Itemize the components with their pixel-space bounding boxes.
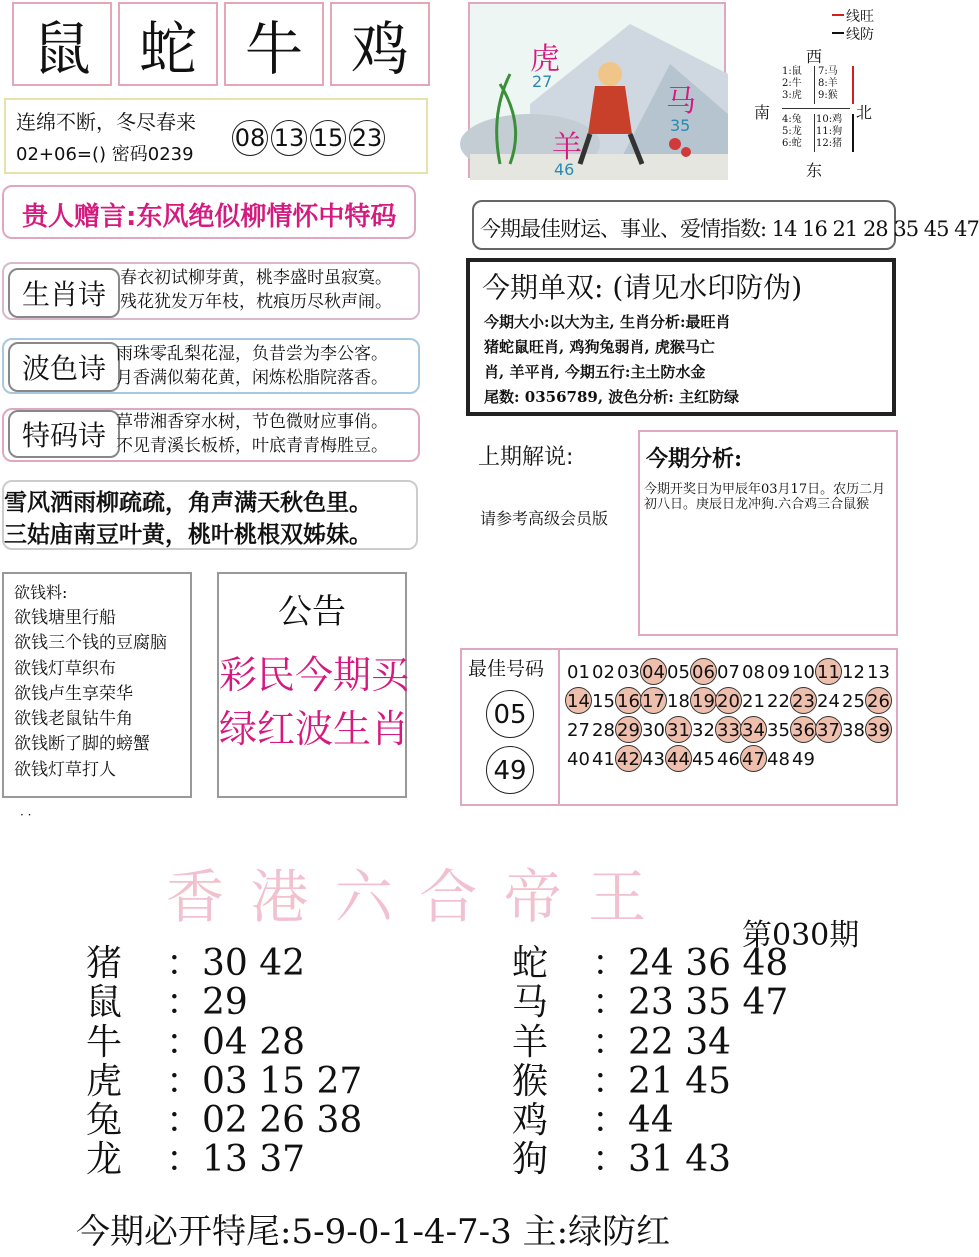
zodiac-row: 猴 ：21 45 [512, 1060, 732, 1102]
number-highlighted: 33 [715, 716, 742, 743]
zodiac-row: 狗 ：31 43 [512, 1139, 732, 1181]
big-poem-box [2, 480, 418, 550]
single-double-body [484, 310, 739, 410]
gift-banner-text: 贵人赠言:东风绝似柳情怀中特码 [22, 202, 397, 232]
analysis-title: 今期分析: [646, 446, 743, 472]
zodiac-row: 猪 ：30 42 [86, 943, 306, 984]
number: 10 [792, 662, 815, 683]
number-highlighted: 34 [740, 716, 767, 743]
poem-label-color: 波色诗 [8, 342, 120, 392]
number-highlighted: 36 [790, 716, 817, 743]
number-highlighted: 20 [715, 687, 742, 714]
number-grid [566, 658, 896, 774]
goat-label: 羊 [552, 130, 582, 165]
grid-divider [852, 114, 854, 152]
number-highlighted: 42 [615, 745, 642, 772]
poem-label-special: 特码诗 [8, 410, 120, 458]
zodiac-numbers: 44 [628, 1100, 674, 1142]
zodiac-numbers: 22 34 [628, 1021, 732, 1063]
money-item: 欲钱三个钱的豆腐脑 [14, 633, 167, 654]
money-item: 欲钱灯草织布 [14, 658, 116, 679]
number: 27 [567, 720, 590, 741]
grid-cell: 10:鸡 [816, 114, 843, 125]
zodiac-row: 龙 ：13 37 [86, 1139, 306, 1181]
number: 30 [642, 720, 665, 741]
illustration [468, 2, 726, 178]
compass [750, 2, 898, 180]
single-double-line: 尾数: 0356789, 波色分析: 主红防绿 [484, 388, 740, 406]
grid-cell: 4:兔 [782, 114, 802, 125]
riddle-ball: 23 [349, 120, 385, 156]
notice-line-1: 彩民今期买 [219, 653, 410, 697]
grid-cell: 3:虎 [782, 90, 802, 101]
money-item: 欲钱灯草打人 [14, 759, 116, 780]
riddle-ball: 13 [271, 120, 307, 156]
number: 02 [592, 662, 615, 683]
number-highlighted: 11 [815, 658, 842, 685]
zodiac-numbers: 24 36 48 [628, 943, 789, 984]
poem-label-zodiac: 生肖诗 [8, 268, 120, 318]
compass-grid [782, 66, 850, 156]
zodiac-name: 马 [512, 982, 549, 1024]
zodiac-row: 马 ：23 35 47 [512, 982, 789, 1024]
issue-number: 第030期 [742, 918, 860, 953]
number: 28 [592, 720, 615, 741]
single-double-box [466, 258, 896, 416]
zodiac-numbers: 02 26 38 [202, 1100, 363, 1142]
grid-cell: 6:蛇 [782, 138, 802, 149]
number-highlighted: 23 [790, 687, 817, 714]
notice-box [217, 572, 410, 798]
number-highlighted: 37 [815, 716, 842, 743]
zodiac-numbers: 23 35 47 [628, 982, 789, 1024]
best-label: 最佳号码 [468, 658, 545, 680]
goat-number: 46 [554, 160, 575, 179]
compass-north: 北 [856, 103, 873, 122]
number-highlighted: 16 [615, 687, 642, 714]
number: 18 [667, 691, 690, 712]
money-list [14, 606, 167, 783]
zodiac-row: 蛇 ：24 36 48 [512, 943, 789, 984]
last-issue-label: 上期解说: [478, 445, 574, 470]
grid-cell: 5:龙 [782, 126, 802, 137]
number-highlighted: 44 [665, 745, 692, 772]
compass-south: 南 [754, 103, 771, 122]
grid-divider [814, 114, 815, 152]
zodiac-name: 鼠 [86, 982, 123, 1024]
grid-cell: 9:猴 [818, 90, 838, 101]
poem-line: 残花犹发万年枝，枕痕历尽秋声闹。 [120, 292, 392, 312]
money-box [2, 572, 192, 798]
best-pick-2: 49 [486, 746, 534, 794]
zodiac-row: 羊 ：22 34 [512, 1021, 732, 1063]
number: 45 [692, 749, 715, 770]
zodiac-row: 鸡 ：44 [512, 1100, 674, 1142]
analysis-text: 今期开奖日为甲辰年03月17日。农历二月初八日。庚辰日龙冲狗.六合鸡三合鼠猴 [644, 482, 886, 512]
notice-line-2: 绿红波生肖 [219, 707, 410, 751]
zodiac-numbers: 04 28 [202, 1021, 306, 1063]
money-item: 欲钱老鼠钻牛角 [14, 709, 133, 730]
number-highlighted: 26 [865, 687, 892, 714]
best-numbers-box [460, 648, 898, 806]
tiger-label: 虎 [530, 42, 560, 77]
number: 07 [717, 662, 740, 683]
number: 24 [817, 691, 840, 712]
riddle-box [4, 98, 428, 174]
legend-black: 线防 [846, 27, 874, 43]
zodiac-list-right [512, 944, 788, 1180]
riddle-ball: 08 [232, 120, 268, 156]
zodiac-name: 蛇 [512, 943, 549, 984]
grid-cell: 11:狗 [816, 126, 843, 137]
riddle-line-2: 02+06=() 密码0239 [16, 144, 194, 165]
zodiac-name: 牛 [86, 1021, 123, 1063]
number: 03 [617, 662, 640, 683]
number: 41 [592, 749, 615, 770]
big-poem-line-1: 雪风洒雨柳疏疏，角声满天秋色里。 [4, 489, 372, 516]
zodiac-row: 鼠 ：29 [86, 982, 248, 1024]
zodiac-numbers: 03 15 27 [202, 1060, 363, 1102]
zodiac-box-2: 蛇 [118, 2, 218, 86]
number: 25 [842, 691, 865, 712]
legend-red-line [832, 14, 844, 16]
number: 43 [642, 749, 665, 770]
number-highlighted: 06 [690, 658, 717, 685]
number: 35 [767, 720, 790, 741]
horse-label: 马 [666, 84, 696, 119]
zodiac-name: 虎 [86, 1060, 123, 1102]
zodiac-box-3: 牛 [224, 2, 324, 86]
poem-line: 不见青溪长板桥，叶底青青梅胜豆。 [116, 436, 388, 456]
number: 09 [767, 662, 790, 683]
horse-number: 35 [670, 116, 691, 135]
zodiac-numbers: 21 45 [628, 1060, 732, 1102]
number: 15 [592, 691, 615, 712]
money-item: 欲钱卢生享荣华 [14, 683, 133, 704]
compass-east: 东 [806, 161, 823, 180]
zodiac-name: 猪 [86, 943, 123, 984]
number: 40 [567, 749, 590, 770]
number: 32 [692, 720, 715, 741]
number-highlighted: 31 [665, 716, 692, 743]
single-double-line: 猪蛇鼠旺肖, 鸡狗兔弱肖, 虎猴马亡 [484, 338, 715, 356]
number: 01 [567, 662, 590, 683]
money-item: 欲钱塘里行船 [14, 608, 116, 628]
riddle-ball: 15 [310, 120, 346, 156]
zodiac-box-4: 鸡 [330, 2, 430, 86]
best-picks [462, 650, 560, 804]
number-highlighted: 04 [640, 658, 667, 685]
number: 48 [767, 749, 790, 770]
single-double-line: 今期大小:以大为主, 生肖分析:最旺肖 [484, 313, 731, 331]
tiger-number: 27 [532, 72, 553, 91]
gift-banner [2, 185, 416, 239]
number: 38 [842, 720, 865, 741]
number: 22 [767, 691, 790, 712]
zodiac-row: 虎 ：03 15 27 [86, 1060, 363, 1102]
single-double-title: 今期单双: (请见水印防伪) [482, 271, 803, 304]
last-issue-ref: 请参考高级会员版 [480, 509, 609, 528]
poem-line: 草带湘香穿水树，节色微财应事俏。 [116, 412, 388, 432]
fortune-text: 今期最佳财运、事业、爱情指数: 14 16 21 28 35 45 47 [480, 217, 979, 241]
number-highlighted: 39 [865, 716, 892, 743]
zodiac-name: 羊 [512, 1021, 549, 1063]
number: 08 [742, 662, 765, 683]
riddle-balls [232, 120, 388, 156]
number: 46 [717, 749, 740, 770]
grid-cell: 7:马 [818, 66, 838, 77]
grid-cell: 8:羊 [818, 78, 838, 89]
notice-title: 公告 [278, 592, 346, 632]
zodiac-name: 兔 [86, 1100, 123, 1142]
zodiac-name: 鸡 [512, 1100, 549, 1142]
legend-black-line [832, 32, 844, 34]
zodiac-box-1: 鼠 [12, 2, 112, 86]
zodiac-row: 牛 ：04 28 [86, 1021, 306, 1063]
number: 12 [842, 662, 865, 683]
zodiac-numbers: 30 42 [202, 943, 306, 984]
grid-cell: 2:牛 [782, 78, 802, 89]
poem-line: 雨珠零乱梨花湿，负昔尝为李公客。 [116, 344, 388, 364]
number: 13 [867, 662, 890, 683]
number: 21 [742, 691, 765, 712]
zodiac-name: 狗 [512, 1139, 549, 1181]
dots: · · [20, 808, 32, 822]
brand-title: 香 港 六 合 帝 王 [166, 863, 651, 931]
single-double-line: 肖, 羊平肖, 今期五行:主土防水金 [484, 363, 706, 381]
zodiac-numbers: 31 43 [628, 1139, 732, 1181]
grid-divider [852, 66, 854, 104]
zodiac-numbers: 29 [202, 982, 248, 1024]
compass-west: 西 [806, 47, 823, 66]
legend-red: 线旺 [846, 9, 874, 25]
zodiac-numbers: 13 37 [202, 1139, 306, 1181]
number-highlighted: 47 [740, 745, 767, 772]
number-highlighted: 17 [640, 687, 667, 714]
zodiac-row: 兔 ：02 26 38 [86, 1100, 363, 1142]
money-title: 欲钱料: [14, 583, 68, 602]
riddle-line-1: 连绵不断，冬尽春来 [16, 110, 196, 134]
number-highlighted: 14 [565, 687, 592, 714]
poem-line: 月香满似菊花黄，闲炼松脂院落香。 [116, 368, 388, 388]
number-highlighted: 19 [690, 687, 717, 714]
big-poem-line-2: 三姑庙南豆叶黄，桃叶桃根双姊妹。 [4, 521, 372, 548]
number: 49 [792, 749, 815, 770]
zodiac-name: 龙 [86, 1139, 123, 1181]
money-item: 欲钱断了脚的螃蟹 [14, 734, 150, 755]
zodiac-name: 猴 [512, 1060, 549, 1102]
number: 05 [667, 662, 690, 683]
grid-divider [814, 66, 815, 104]
fortune-box [472, 200, 979, 250]
bottom-tail: 今期必开特尾:5-9-0-1-4-7-3 主:绿防红 [76, 1212, 671, 1252]
zodiac-list-left [86, 944, 362, 1180]
grid-cell: 12:猪 [816, 138, 843, 149]
grid-cell: 1:鼠 [782, 66, 802, 77]
best-pick-1: 05 [486, 690, 534, 738]
analysis-box [638, 430, 898, 636]
poem-line: 春衣初试柳芽黄，桃李盛时虽寂寞。 [120, 268, 392, 288]
grid-divider [782, 108, 850, 109]
number-highlighted: 29 [615, 716, 642, 743]
